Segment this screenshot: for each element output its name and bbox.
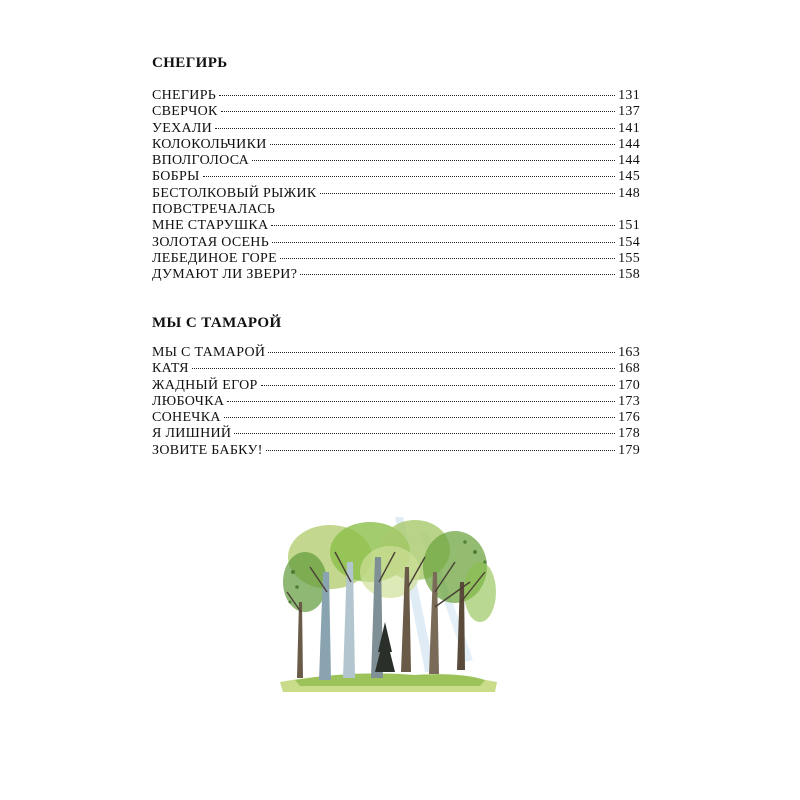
toc-entry-title: ПОВСТРЕЧАЛАСЬ (152, 202, 276, 218)
toc-entry-page: 163 (618, 345, 640, 360)
dot-leader (272, 242, 615, 243)
dot-leader (227, 401, 615, 402)
toc-list-snegir (152, 88, 640, 284)
toc-entry-title: ЛЕБЕДИНОЕ ГОРЕ (152, 250, 277, 266)
toc-entry-page: 154 (618, 234, 640, 250)
toc-entry[interactable] (152, 169, 640, 185)
toc-entry-page: 131 (618, 88, 640, 103)
toc-entry-page: 151 (618, 218, 640, 234)
dot-leader (320, 193, 616, 194)
toc-entry-title: БЕСТОЛКОВЫЙ РЫЖИК (152, 185, 317, 201)
dot-leader (224, 417, 615, 418)
toc-entry[interactable] (152, 137, 640, 153)
toc-entry[interactable] (152, 218, 640, 234)
dot-leader (271, 225, 615, 226)
toc-entry[interactable] (152, 361, 640, 377)
dot-leader (252, 160, 615, 161)
dot-leader (221, 111, 615, 112)
toc-entry-page: 173 (618, 393, 640, 409)
toc-entry-title: Я ЛИШНИЙ (152, 426, 232, 442)
toc-entry-title: ЛЮБОЧКА (152, 393, 225, 409)
toc-entry-title: ЗОВИТЕ БАБКУ! (152, 442, 263, 458)
toc-entry[interactable] (152, 267, 640, 283)
toc-entry[interactable] (152, 345, 640, 361)
dot-leader (261, 385, 615, 386)
toc-entry[interactable] (152, 394, 640, 410)
toc-entry-title: СВЕРЧОК (152, 104, 218, 120)
dot-leader (192, 368, 615, 369)
toc-entry[interactable] (152, 186, 640, 202)
toc-entry[interactable] (152, 251, 640, 267)
toc-entry-page: 168 (618, 361, 640, 377)
toc-entry-title: УЕХАЛИ (152, 120, 213, 136)
dot-leader (234, 433, 615, 434)
toc-entry-title: МНЕ СТАРУШКА (152, 218, 269, 234)
dot-leader (266, 450, 615, 451)
dot-leader (300, 274, 615, 275)
toc-entry[interactable] (152, 410, 640, 426)
toc-entry-page: 155 (618, 250, 640, 266)
dot-leader (203, 176, 616, 177)
toc-entry-title: ВПОЛГОЛОСА (152, 153, 250, 169)
toc-entry-title: СОНЕЧКА (152, 410, 221, 426)
toc-entry-page: 170 (618, 377, 640, 393)
forest-trees-illustration (275, 512, 500, 697)
toc-entry-page: 137 (618, 104, 640, 120)
toc-entry-title: ЖАДНЫЙ ЕГОР (152, 377, 258, 393)
dot-leader (280, 258, 615, 259)
toc-entry[interactable] (152, 202, 640, 218)
dot-leader (268, 352, 615, 353)
toc-entry-page: 178 (618, 426, 640, 442)
toc-entry-page: 148 (618, 185, 640, 201)
toc-entry-page: 179 (618, 442, 640, 458)
toc-entry-title: МЫ С ТАМАРОЙ (152, 345, 266, 360)
toc-entry[interactable] (152, 121, 640, 137)
dot-leader (215, 128, 615, 129)
section-heading-snegir: СНЕГИРЬ (152, 55, 228, 71)
toc-entry-title: ЗОЛОТАЯ ОСЕНЬ (152, 234, 270, 250)
toc-entry-title: БОБРЫ (152, 169, 200, 185)
dot-leader (270, 144, 615, 145)
toc-entry-title: КАТЯ (152, 361, 189, 377)
toc-entry[interactable] (152, 88, 640, 104)
toc-entry-page: 145 (618, 169, 640, 185)
toc-entry-page: 158 (618, 267, 640, 283)
section-heading-my-s-tamaroy: МЫ С ТАМАРОЙ (152, 315, 282, 331)
toc-entry-page: 144 (618, 153, 640, 169)
toc-entry-page: 141 (618, 120, 640, 136)
toc-entry-title: КОЛОКОЛЬЧИКИ (152, 136, 267, 152)
toc-entry[interactable] (152, 443, 640, 459)
toc-entry[interactable] (152, 426, 640, 442)
toc-list-my-s-tamaroy (152, 345, 640, 459)
toc-entry-title: СНЕГИРЬ (152, 88, 217, 103)
dot-leader (219, 95, 615, 96)
toc-entry[interactable] (152, 235, 640, 251)
toc-entry-title: ДУМАЮТ ЛИ ЗВЕРИ? (152, 267, 298, 283)
toc-entry[interactable] (152, 378, 640, 394)
toc-entry[interactable] (152, 104, 640, 120)
toc-entry[interactable] (152, 153, 640, 169)
toc-entry-page: 176 (618, 410, 640, 426)
toc-entry-page: 144 (618, 136, 640, 152)
